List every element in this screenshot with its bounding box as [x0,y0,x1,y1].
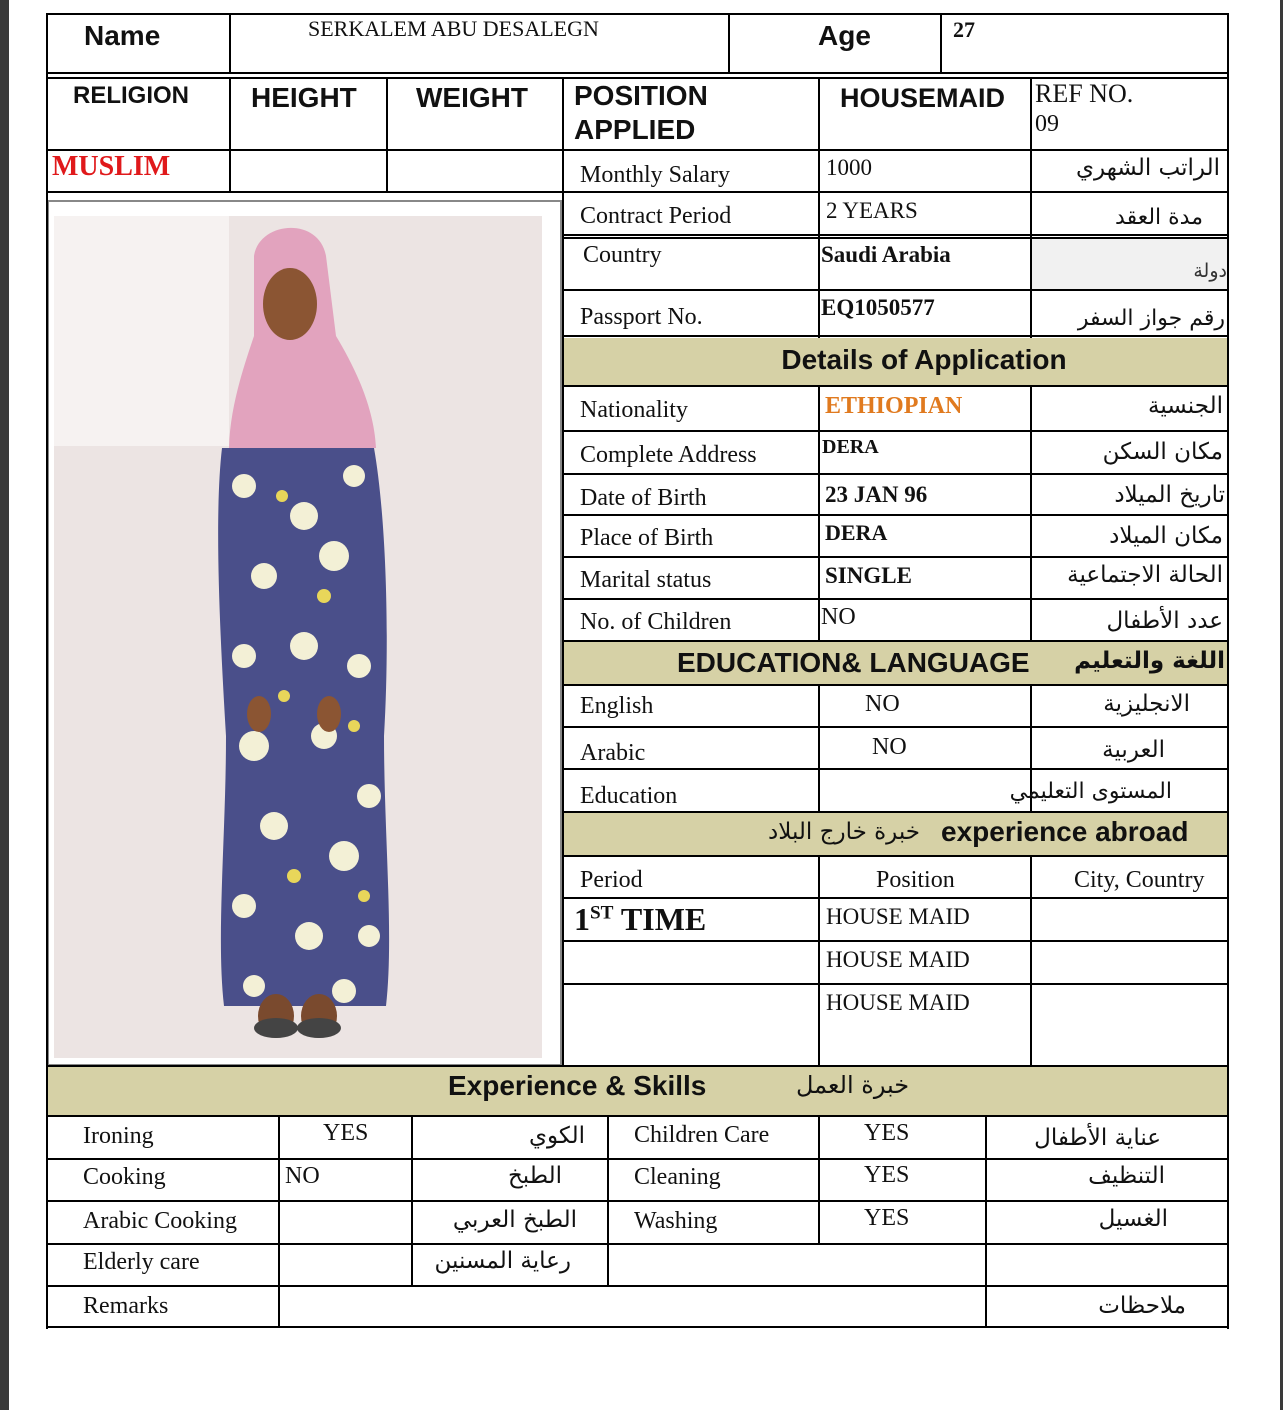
page-edge-left [0,0,9,1410]
ref-value: 09 [1035,111,1059,137]
nationality-ar: الجنسية [1148,393,1223,419]
address-ar: مكان السكن [1102,439,1223,465]
education-title: EDUCATION& LANGUAGE [677,647,1030,678]
address-value: DERA [822,436,879,458]
col-period: Period [580,867,643,893]
arabic-value: NO [872,734,907,760]
skills-title-ar: خبرة العمل [796,1071,910,1099]
abroad-row-3-position: HOUSE MAID [826,990,970,1015]
ref-label: REF NO. [1035,79,1134,108]
dob-ar: تاريخ الميلاد [1114,482,1225,508]
cooking-label: Cooking [83,1164,166,1190]
children-care-ar: عناية الأطفال [1034,1125,1161,1151]
arabic-ar: العربية [1102,737,1165,763]
weight-label: WEIGHT [416,82,528,113]
children-ar: عدد الأطفال [1106,608,1223,634]
arabic-cooking-ar: الطبخ العربي [452,1207,577,1233]
name-label: Name [84,20,161,51]
passport-value: EQ1050577 [821,295,935,320]
pob-value: DERA [825,520,888,545]
education-label: Education [580,783,678,809]
pob-label: Place of Birth [580,525,714,551]
country-value: Saudi Arabia [821,242,951,267]
contract-period-ar: مدة العقد [1115,205,1203,230]
religion-value: MUSLIM [52,151,171,182]
name-value: SERKALEM ABU DESALEGN [308,16,599,41]
religion-label: RELIGION [73,82,190,109]
pob-ar: مكان الميلاد [1109,523,1223,549]
salary-value: 1000 [826,155,872,180]
cleaning-label: Cleaning [634,1164,721,1190]
passport-ar: رقم جواز السفر [1077,306,1225,331]
washing-label: Washing [634,1208,718,1234]
position-value: HOUSEMAID [840,83,1006,113]
skills-title: Experience & Skills [448,1070,707,1101]
marital-ar: الحالة الاجتماعية [1067,562,1223,588]
cooking-ar: الطبخ [507,1163,562,1189]
col-position: Position [876,867,955,893]
abroad-title-ar: خبرة خارج البلاد [768,819,921,845]
ironing-label: Ironing [83,1123,154,1149]
first-time: 1ST TIME [574,901,707,937]
elderly-ar: رعاية المسنين [434,1248,571,1274]
passport-label: Passport No. [580,304,703,330]
salary-ar: الراتب الشهري [1076,155,1220,181]
applicant-photo [54,216,542,1058]
col-city: City, Country [1074,867,1205,893]
nationality-label: Nationality [580,397,688,423]
arabic-label: Arabic [580,740,646,766]
ironing-value: YES [323,1120,369,1146]
english-value: NO [865,691,900,717]
english-ar: الانجليزية [1103,691,1190,717]
children-label: No. of Children [580,609,732,635]
address-label: Complete Address [580,442,757,468]
cooking-value: NO [285,1163,320,1189]
contract-period-label: Contract Period [580,203,732,229]
remarks-ar: ملاحظات [1098,1293,1186,1319]
details-title: Details of Application [781,344,1067,375]
education-ar: المستوى التعليمي [1009,779,1172,804]
elderly-label: Elderly care [83,1249,200,1275]
marital-label: Marital status [580,567,712,593]
arabic-cooking-label: Arabic Cooking [83,1208,237,1234]
ironing-ar: الكوي [529,1123,585,1149]
abroad-title: experience abroad [941,816,1189,847]
abroad-row-2-position: HOUSE MAID [826,947,970,972]
dob-label: Date of Birth [580,485,707,511]
height-label: HEIGHT [251,82,357,113]
washing-ar: الغسيل [1098,1206,1168,1232]
position-label-2: APPLIED [574,114,696,145]
cleaning-ar: التنظيف [1088,1163,1165,1189]
remarks-label: Remarks [83,1293,169,1319]
abroad-row-1-position: HOUSE MAID [826,904,970,929]
washing-value: YES [864,1205,910,1231]
cleaning-value: YES [864,1162,910,1188]
english-label: English [580,693,654,719]
position-label-1: POSITION [574,80,708,111]
age-label: Age [818,20,871,51]
nationality-value: ETHIOPIAN [825,393,963,419]
children-care-label: Children Care [634,1122,770,1148]
education-title-ar: اللغة والتعليم [1074,648,1225,674]
country-label: Country [583,242,662,268]
age-value: 27 [953,17,975,42]
children-value: NO [821,604,856,630]
children-care-value: YES [864,1120,910,1146]
contract-period-value: 2 YEARS [826,198,918,223]
marital-value: SINGLE [825,563,912,588]
dob-value: 23 JAN 96 [825,482,928,507]
salary-label: Monthly Salary [580,162,730,188]
country-ar: دولة [1193,260,1227,282]
